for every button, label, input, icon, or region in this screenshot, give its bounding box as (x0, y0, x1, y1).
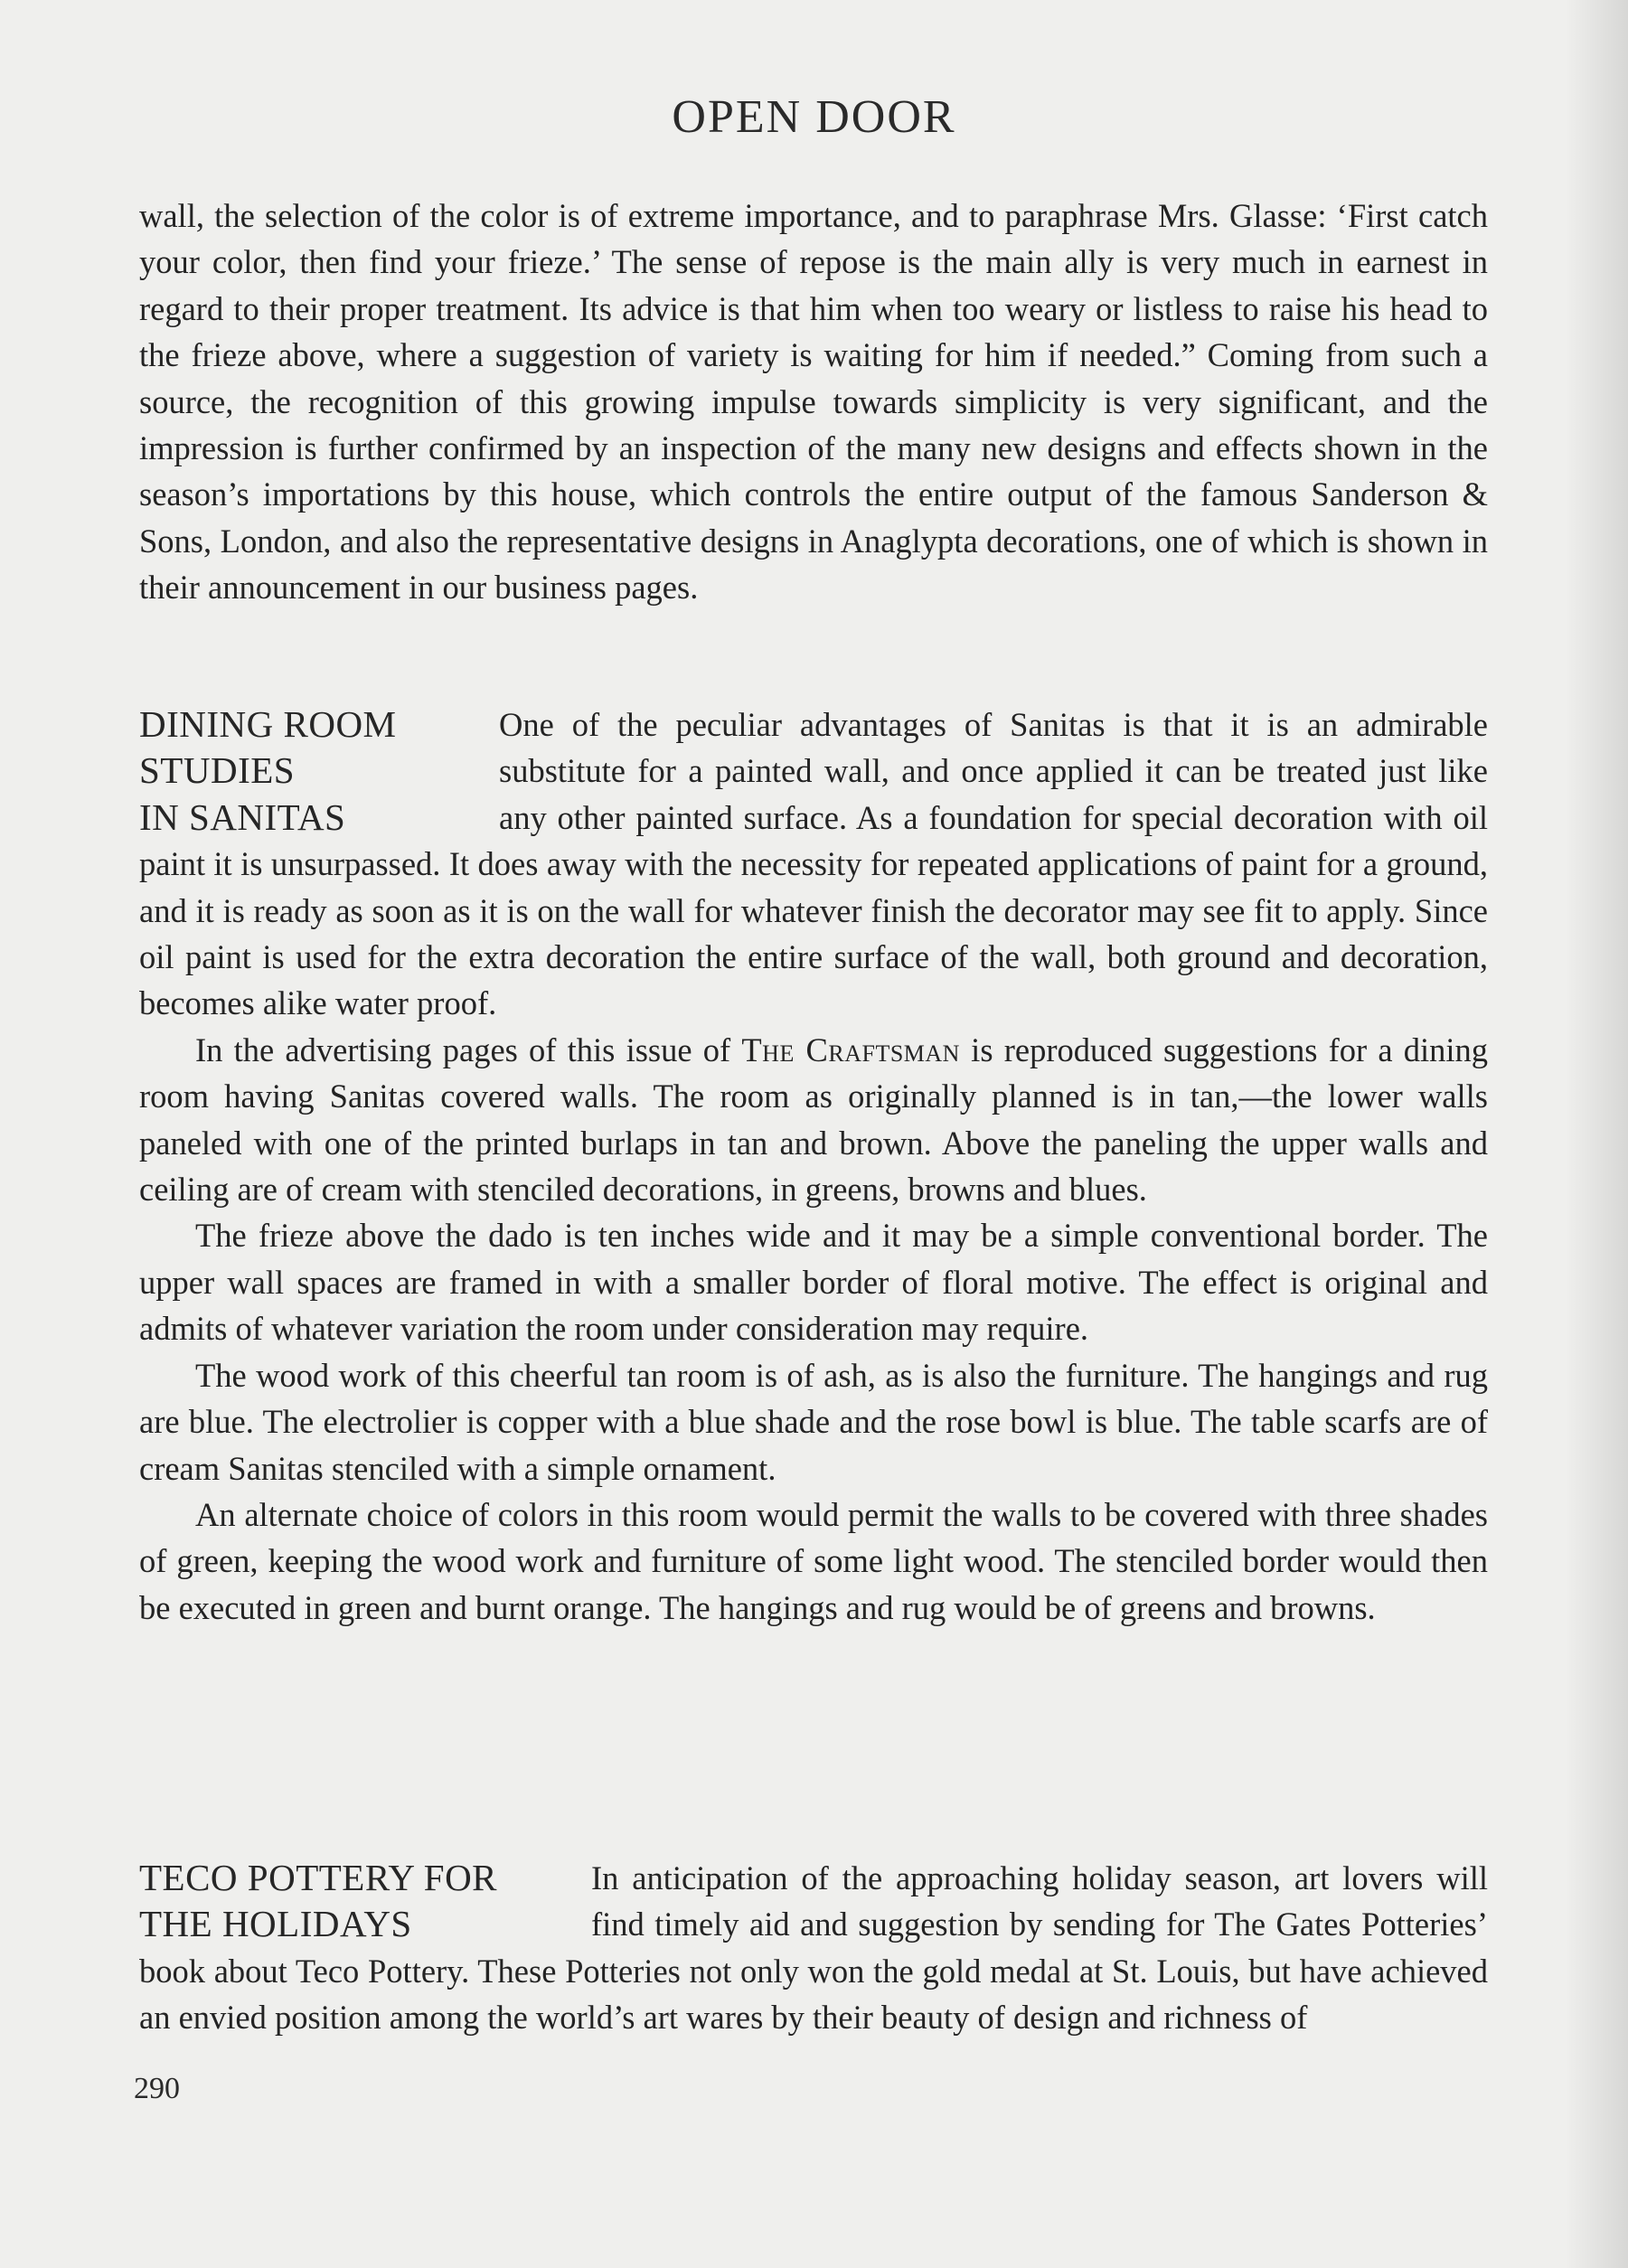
side-heading-line: TECO POTTERY FOR (139, 1857, 498, 1898)
running-head: OPEN DOOR (672, 91, 956, 143)
teco-paragraph: In anticipation of the approaching holiday season, art lovers will find timely aid and suggestion by sending for The Gates Potteries’ book about Teco Pottery. These Potteries not only won the gold medal at St. Louis, but have achieved an envied position among the world’s art wares by their beauty of design and richness of (139, 1859, 1488, 2037)
intro-text-block (139, 193, 1488, 611)
side-heading-line: STUDIES (139, 749, 296, 792)
side-heading-line: DINING ROOM (139, 703, 397, 745)
sanitas-paragraph: An alternate choice of colors in this room would permit the walls to be covered with three shades of green, keeping the wood work and furniture of some light wood. The stenciled border would then be executed in green and burnt orange. The hangings and rug would be of greens and browns. (139, 1495, 1488, 1626)
teco-side-heading (139, 1855, 591, 1948)
sanitas-paragraph: The frieze above the dado is ten inches wide and it may be a simple conventional border. The upper wall spaces are framed in with a smaller border of floral motive. The effect is original and admits of whatever variation the room under consideration may require. (139, 1217, 1488, 1348)
page-number: 290 (134, 2072, 180, 2105)
sanitas-paragraph (139, 1027, 1488, 1213)
sanitas-side-heading (139, 701, 499, 841)
sanitas-section (139, 701, 1488, 1631)
teco-section (139, 1855, 1488, 2041)
sanitas-paragraph: The wood work of this cheerful tan room is of ash, as is also the furniture. The hangings and rug are blue. The electrolier is copper with a blue shade and the rose bowl is blue. The table scarfs are of cream Sanitas stenciled with a simple ornament. (139, 1356, 1488, 1487)
page-edge-shadow (1565, 0, 1628, 2268)
paragraph-text: In the advertising pages of this issue of (195, 1030, 731, 1068)
side-heading-line: IN SANITAS (139, 795, 346, 838)
sanitas-paragraph: One of the peculiar advantages of Sanitas is that it is an admirable substitute for a painted wall, and once applied it can be treated just like any other painted surface. As a foundation for special decoration with oil paint it is unsurpassed. It does away with the necessity for repeated applications of paint for a ground, and it is ready as soon as it is on the wall for whatever finish the decorator may see fit to apply. Since oil paint is used for the extra decoration the entire surface of the wall, both ground and decoration, becomes alike water proof. (139, 706, 1488, 1022)
intro-paragraph: wall, the selection of the color is of extreme importance, and to paraphrase Mrs. Glasse: ‘First catch your color, then find your frieze.’ The sense of repose is the main ally is very much in earnest in regard to their proper treatment. Its advice is that him when too weary or listless to raise his head to the frieze above, where a suggestion of variety is waiting for him if needed.” Coming from such a source, the recognition of this growing impulse towards simplicity is very significant, and the impression is further confirmed by an inspection of the many new designs and effects shown in the season’s importations by this house, which controls the entire output of the famous Sanderson & Sons, London, and also the representative designs in Anaglypta decorations, one of which is shown in their announcement in our business pages. (139, 197, 1488, 607)
magazine-title: The Craftsman (741, 1030, 960, 1068)
paragraph-text: is reproduced suggestions for a dining room having Sanitas covered walls. The room as originally planned is in tan,—the lower walls paneled with one of the printed burlaps in tan and brown. Above the paneling the upper walls and ceiling are of cream with stenciled decorations, in greens, browns and blues. (139, 1030, 1489, 1209)
side-heading-line: THE HOLIDAYS (139, 1903, 412, 1945)
